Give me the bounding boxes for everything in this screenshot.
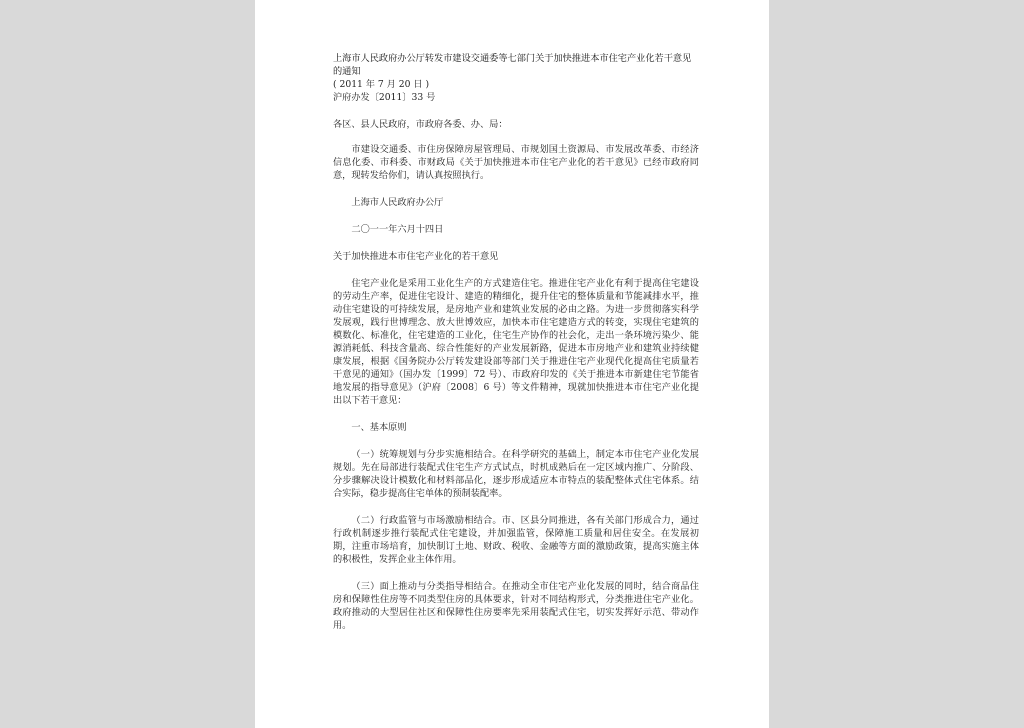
document-title: 上海市人民政府办公厅转发市建设交通委等七部门关于加快推进本市住宅产业化若干意见的通知	[333, 53, 692, 77]
transmittal-paragraph: 市建设交通委、市住房保障房屋管理局、市规划国土资源局、市发展改革委、市经济信息化委、市科委、市财政局《关于加快推进本市住宅产业化的若干意见》已经市政府同意，现转发给你们，请认真按照执行。	[333, 144, 699, 181]
addressee: 各区、县人民政府，市政府各委、办、局：	[333, 119, 508, 130]
document-number: 沪府办发〔2011〕33 号	[333, 92, 436, 103]
issuer: 上海市人民政府办公厅	[351, 197, 444, 208]
principle-paragraph-1: （一）统筹规划与分步实施相结合。在科学研究的基础上，制定本市住宅产业化发展规划。先在局部进行装配式住宅生产方式试点，时机成熟后在一定区域内推广、分阶段、分步骤解决设计模数化和材料部品化，逐步形成适应本市特点的装配整体式住宅体系。结合实际，稳步提高住宅单体的预制装配率。	[333, 449, 699, 499]
principle-paragraph-2: （二）行政监管与市场激励相结合。市、区县分同推进，各有关部门形成合力，通过行政机制逐步推行装配式住宅建设，并加强监管，保障施工质量和居住安全。在发展初期，注重市场培育，加快制订土地、财政、税收、金融等方面的激励政策，提高实施主体的积极性，发挥企业主体作用。	[333, 515, 699, 565]
principle-paragraph-3: （三）面上推动与分类指导相结合。在推动全市住宅产业化发展的同时，结合商品住房和保障性住房等不同类型住房的具体要求，针对不同结构形式，分类推进住宅产业化。政府推动的大型居住社区和保障性住房要率先采用装配式住宅，切实发挥好示范、带动作用。	[333, 581, 699, 631]
document-date: ( 2011 年 7 月 20 日 )	[333, 79, 430, 90]
issue-date: 二〇一一年六月十四日	[351, 224, 444, 235]
intro-paragraph: 住宅产业化是采用工业化生产的方式建造住宅。推进住宅产业化有利于提高住宅建设的劳动生产率，促进住宅设计、建造的精细化，提升住宅的整体质量和节能减排水平，推动住宅建设的可持续发展，是房地产业和建筑业发展的必由之路。为进一步贯彻落实科学发展观，践行世博理念、放大世博效应，加快本市住宅建造方式的转变，实现住宅建筑的模数化、标准化，住宅建造的工业化，住宅生产协作的社会化，走出一条环境污染少、能源消耗低、科技含量高、综合性能好的产业发展新路，促进本市房地产业和建筑业持续健康发展，根据《国务院办公厅转发建设部等部门关于推进住宅产业现代化提高住宅质量若干意见的通知》（国办发〔1999〕72 号）、市政府印发的《关于推进本市新建住宅节能省地发展的指导意见》（沪府〔2008〕6 号）等文件精神，现就加快推进本市住宅产业化提出以下若干意见：	[333, 278, 699, 406]
document-page	[255, 0, 769, 728]
section-heading: 一、基本原则	[351, 422, 407, 433]
document-content	[333, 52, 699, 632]
subtitle: 关于加快推进本市住宅产业化的若干意见	[333, 251, 499, 262]
